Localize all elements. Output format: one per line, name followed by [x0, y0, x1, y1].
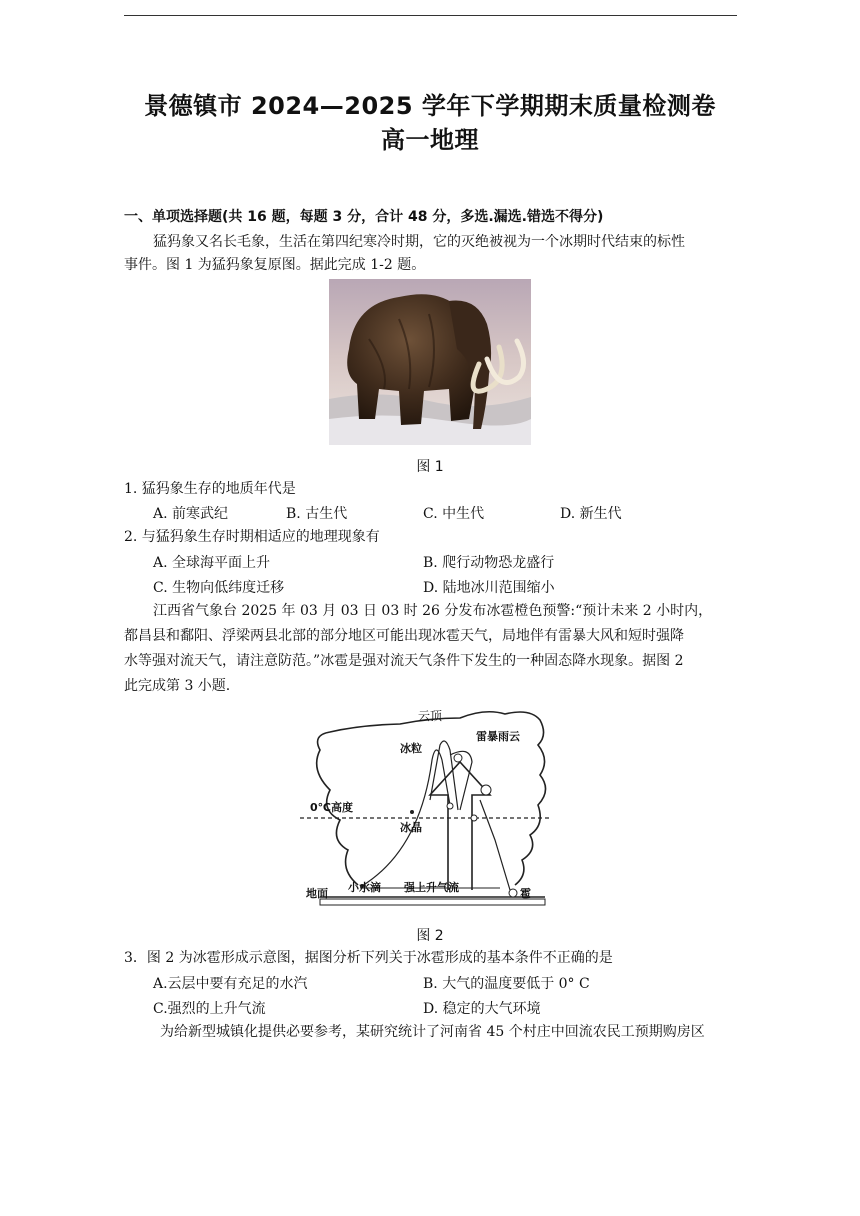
- q3-option-d: D. 稳定的大气环境: [423, 1001, 541, 1017]
- passage2-line-2: 都昌县和鄱阳、浮梁两县北部的部分地区可能出现冰雹天气，局地伴有雷暴大风和短时强降: [124, 628, 684, 644]
- section-heading: 一、单项选择题(共 16 题，每题 3 分，合计 48 分，多选.漏选.错选不得分): [124, 209, 604, 225]
- exam-title: 景德镇市 2024—2025 学年下学期期末质量检测卷: [144, 92, 716, 120]
- mammoth-image: [329, 279, 531, 445]
- q1-option-b: B. 古生代: [286, 506, 348, 522]
- figure1-caption: 图 1: [416, 459, 444, 475]
- q2-option-c: C. 生物向低纬度迁移: [153, 580, 285, 596]
- q1-option-d: D. 新生代: [560, 506, 622, 522]
- passage2-line-1: 江西省气象台 2025 年 03 月 03 日 03 时 26 分发布冰雹橙色预警:“预计未来 2 小时内，: [153, 603, 713, 619]
- q3-option-a: A.云层中要有充足的水汽: [153, 976, 308, 992]
- header-rule: [124, 15, 737, 16]
- figure2-caption: 图 2: [416, 928, 444, 944]
- label-ice-crystal: 冰晶: [400, 821, 422, 834]
- q2-stem: 2. 与猛犸象生存时期相适应的地理现象有: [124, 529, 380, 545]
- q1-stem: 1. 猛犸象生存的地质年代是: [124, 481, 296, 497]
- hail-formation-diagram: [300, 700, 560, 915]
- label-thunderstorm-cloud: 雷暴雨云: [476, 730, 520, 743]
- label-ice-particle: 冰粒: [400, 742, 422, 755]
- passage2-line-3: 水等强对流天气，请注意防范。”冰雹是强对流天气条件下发生的一种固态降水现象。据图 2: [124, 653, 684, 669]
- label-cloud-top: 云顶: [418, 709, 443, 723]
- passage3-line-1: 为给新型城镇化提供必要参考，某研究统计了河南省 45 个村庄中回流农民工预期购房区: [160, 1024, 705, 1040]
- label-ground: 地面: [306, 887, 328, 900]
- q3-option-b: B. 大气的温度要低于 0° C: [423, 976, 590, 992]
- intro-line-2: 事件。图 1 为猛犸象复原图。据此完成 1-2 题。: [124, 257, 426, 273]
- q1-option-c: C. 中生代: [423, 506, 485, 522]
- passage2-line-4: 此完成第 3 小题.: [124, 678, 231, 694]
- q2-option-d: D. 陆地冰川范围缩小: [423, 580, 555, 596]
- q3-stem: 3．图 2 为冰雹形成示意图，据图分析下列关于冰雹形成的基本条件不正确的是: [124, 950, 613, 966]
- q2-option-b: B. 爬行动物恐龙盛行: [423, 555, 555, 571]
- subject-title: 高一地理: [381, 126, 479, 154]
- label-small-droplet: 小水滴: [348, 881, 381, 894]
- q2-option-a: A. 全球海平面上升: [153, 555, 271, 571]
- label-hail: 雹: [520, 887, 531, 900]
- intro-line-1: 猛犸象又名长毛象，生活在第四纪寒冷时期，它的灭绝被视为一个冰期时代结束的标性: [153, 234, 685, 250]
- label-freezing-level: 0℃高度: [310, 801, 353, 814]
- label-updraft: 强上升气流: [404, 881, 459, 894]
- q3-option-c: C.强烈的上升气流: [153, 1001, 266, 1017]
- q1-option-a: A. 前寒武纪: [153, 506, 229, 522]
